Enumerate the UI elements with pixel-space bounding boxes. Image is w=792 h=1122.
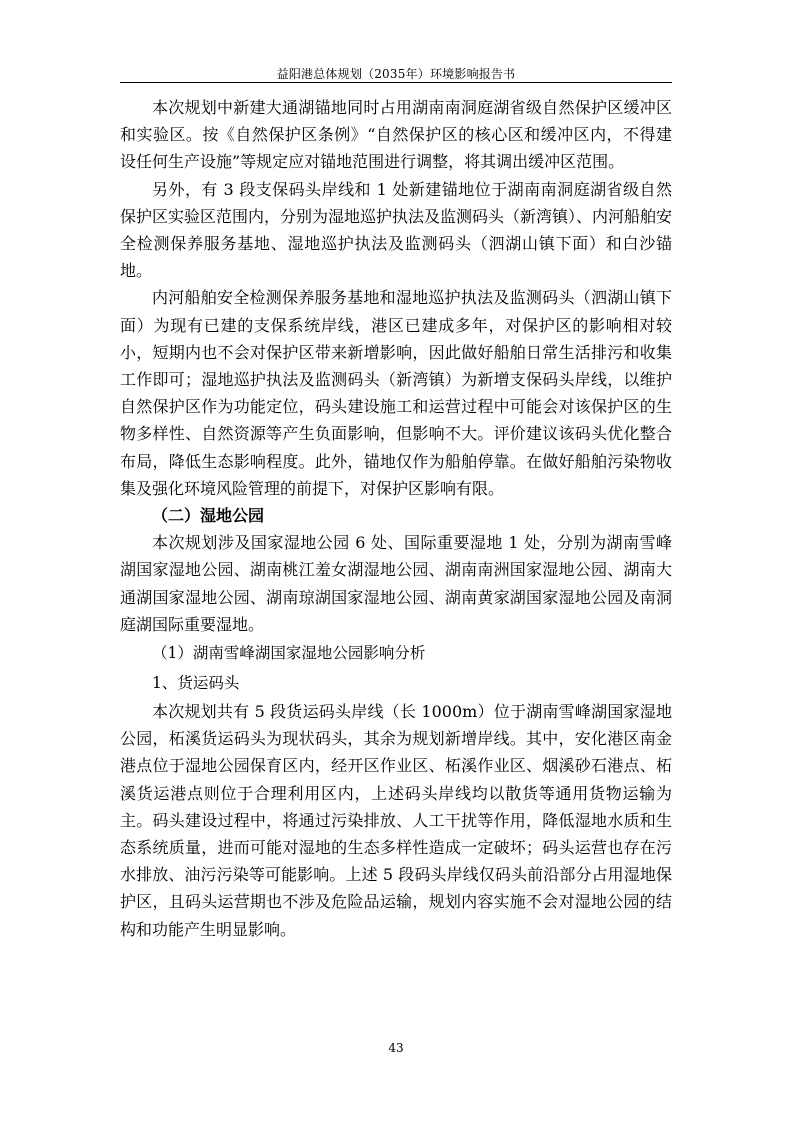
paragraph: 本次规划中新建大通湖锚地同时占用湖南南洞庭湖省级自然保护区缓冲区和实验区。按《自然保护区条例》“自然保护区的核心区和缓冲区内，不得建设任何生产设施”等规定应对锚地范围进行调整，将其调出缓冲区范围。 [120,98,672,172]
paragraph: 内河船舶安全检测保养服务基地和湿地巡护执法及监测码头（泗湖山镇下面）为现有已建的支保系统岸线，港区已建成多年，对保护区的影响相对较小，短期内也不会对保护区带来新增影响，因此做好船舶日常生活排污和收集工作即可；湿地巡护执法及监测码头（新湾镇）为新增支保码头岸线，以维护自然保护区作为功能定位，码头建设施工和运营过程中可能会对该保护区的生物多样性、自然资源等产生负面影响，但影响不大。评价建议该码头优化整合布局，降低生态影响程度。此外，锚地仅作为船舶停靠。在做好船舶污染物收集及强化环境风险管理的前提下，对保护区影响有限。 [120,288,672,498]
paragraph: 本次规划共有 5 段货运码头岸线（长 1000m）位于湖南雪峰湖国家湿地公园，柘溪货运码头为现状码头，其余为规划新增岸线。其中，安化港区南金港点位于湿地公园保育区内，经开区作业区、柘溪作业区、烟溪砂石港点、柘溪货运港点则位于合理利用区内，上述码头岸线均以散货等通用货物运输为主。码头建设过程中，将通过污染排放、人工干扰等作用，降低湿地水质和生态系统质量，进而可能对湿地的生态多样性造成一定破坏；码头运营也存在污水排放、油污污染等可能影响。上述 5 段码头岸线仅码头前沿部分占用湿地保护区，且码头运营期也不涉及危险品运输，规划内容实施不会对湿地公园的结构和功能产生明显影响。 [120,702,672,939]
paragraph: 本次规划涉及国家湿地公园 6 处、国际重要湿地 1 处，分别为湖南雪峰湖国家湿地公园、湖南桃江羞女湖湿地公园、湖南南洲国家湿地公园、湖南大通湖国家湿地公园、湖南琼湖国家湿地公园、湖南黄家湖国家湿地公园及南洞庭湖国际重要湿地。 [120,533,672,634]
page-number: 43 [388,1041,404,1055]
page-body [120,94,672,943]
subsection-heading: （1）湖南雪峰湖国家湿地公园影响分析 [152,644,426,663]
running-header: 益阳港总体规划（2035年）环境影响报告书 [276,67,516,81]
paragraph: 另外，有 3 段支保码头岸线和 1 处新建锚地位于湖南南洞庭湖省级自然保护区实验区范围内，分别为湿地巡护执法及监测码头（新湾镇）、内河船舶安全检测保养服务基地、湿地巡护执法及监测码头（泗湖山镇下面）和白沙锚地。 [120,179,673,281]
item-heading: 1、货运码头 [152,674,240,693]
section-heading: （二）湿地公园 [152,506,265,526]
header-rule [120,82,672,83]
